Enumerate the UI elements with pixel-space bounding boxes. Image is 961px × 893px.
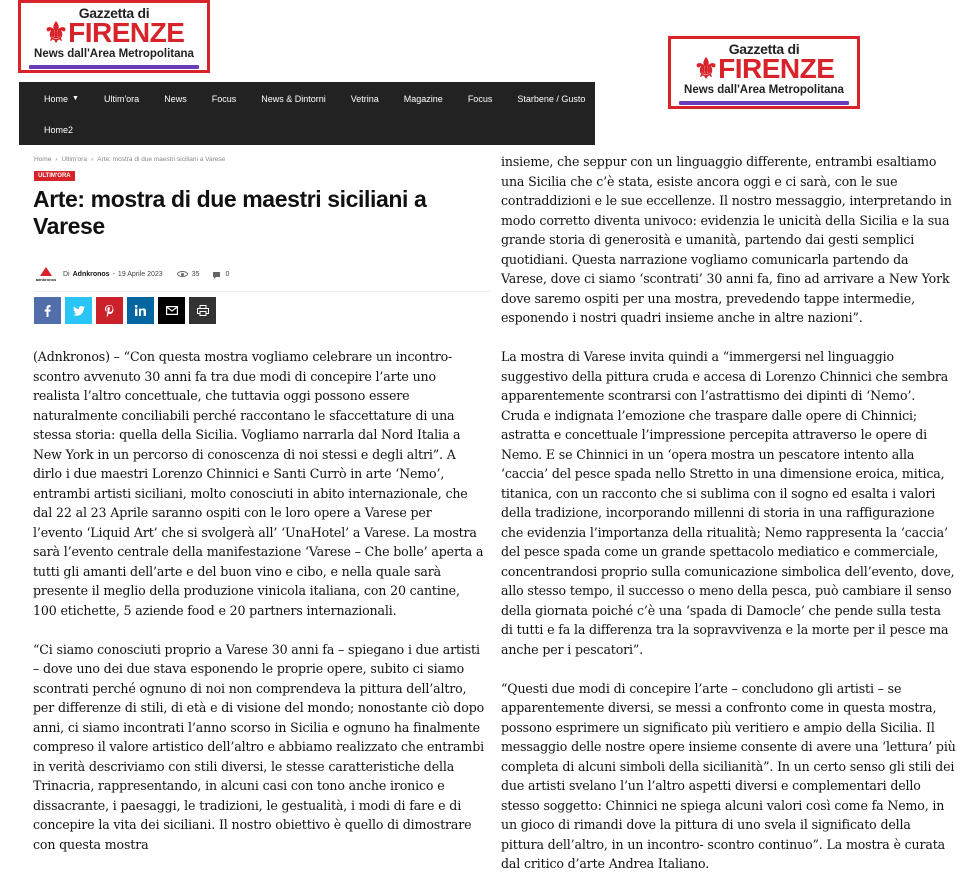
share-linkedin-button[interactable] [127,297,154,324]
site-logo[interactable] [18,0,210,73]
nav-item-news[interactable]: News [164,93,187,104]
linkedin-icon [135,305,146,316]
nav-item-focus-2[interactable]: Focus [467,93,493,104]
nav-item-home2[interactable]: Home2 [44,124,74,135]
print-icon [197,305,209,316]
facebook-icon [44,305,51,317]
share-facebook-button[interactable] [34,297,61,324]
chevron-down-icon: ▼ [72,95,79,102]
author-name[interactable]: Adnkronos [72,270,110,278]
florence-lily-icon: ⚜ [693,53,719,84]
author-avatar[interactable] [34,264,58,284]
breadcrumb [34,156,225,163]
nav-item-vetrina[interactable]: Vetrina [350,93,379,104]
nav-item-home[interactable]: Home ▼ [44,93,79,104]
site-logo-secondary[interactable] [668,36,860,109]
share-bar [34,297,216,324]
nav-item-ultimora[interactable]: Ultim'ora [103,93,140,104]
breadcrumb-separator: › [90,156,94,163]
nav-item-magazine[interactable]: Magazine [403,93,443,104]
logo-accent-bar [679,101,849,105]
logo-main-text: ⚜FIRENZE [693,53,835,84]
nav-row-primary [19,83,628,114]
pinterest-icon [105,305,114,317]
category-badge[interactable]: ULTIM'ORA [34,171,75,181]
article-paragraph: (Adnkronos) – “Con questa mostra vogliamo celebrare un incontro-scontro avvenuto 30 anni fa tra due modi di concepire l’arte uno realista l’altro concettuale, che tuttavia oggi possono essere naturalmente conciliabili perché raccontano le sfaccettature di una stessa storia: quella della Sicilia. Vogliamo narrarla dal Nord Italia a New York in un percorso di conoscenza di noi stessi e degli altri”. A dirlo i due maestri Lorenzo Chinnici e Santi Currò in arte ‘Nemo’, entrambi artisti siciliani, molto conosciuti in abito internazionale, che dal 22 al 23 Aprile saranno ospiti con le loro opere a Varese per l’evento ‘Liquid Art’ che si svolgerà all’ ‘UnaHotel’ a Varese. La mostra sarà l’evento centrale della manifestazione ‘Varese – Che bolle’ aperta a tutti gli amanti dell’arte e del buon vino e cibo, e nella quale sarà presente il meglio della produzione vinicola italiana, con 20 cantine, 100 etichette, 5 aziende food e 20 partners internazionali. [33,349,484,618]
share-twitter-button[interactable] [65,297,92,324]
nav-row-secondary [19,114,73,145]
share-email-button[interactable] [158,297,185,324]
article-paragraph: “Questi due modi di concepire l’arte – concludono gli artisti – se apparentemente diversi, se messi a confronto come in questa mostra, possono esprimere un significato più veritiero e ampio della Sicilia. Il messaggio delle nostre opere insieme consente di avere una ‘lettura’ più completa di alcuni simboli della sicilianità”. In un certo senso gli stili dei due artisti svelano l’un l’altro aspetti diversi e complementari dello stesso soggetto: Chinnici ne spiega alcuni valori così come fa Nemo, in un gioco di rimandi dove la pittura di uno svela il significato della pittura dell’altro, in un incontro- scontro continuo”. La mostra è curata dal critico d’arte Andrea Italiano. [501,680,956,871]
article-paragraph: “Ci siamo conosciuti proprio a Varese 30 anni fa – spiegano i due artisti – dove uno dei due stava esponendo le proprie opere, subito ci siamo scontrati perché ognuno di noi non comprendeva la pittura dell’altro, per differenze di stili, di età e di visione del mondo; nonostante ciò dopo anni, ci siamo incontrati l’anno scorso in Sicilia e ognuno ha finalmente compreso il valore artistico dell’altro e abbiamo realizzato che entrambi in verità descriviamo con stili diversi, le stesse caratteristiche della Trinacria, rappresentando, in alcuni casi con tono anche ironico e dissacrante, i paesaggi, le tradizioni, le gestualità, i modi di fare e di concepire la vita dei siciliani. Il nostro obiettivo è quello di dimostrare con questa mostra [33,641,485,852]
twitter-icon [73,306,85,316]
logo-subtitle: News dall'Area Metropolitana [34,48,194,60]
article-meta [34,264,229,284]
breadcrumb-separator: › [55,156,58,163]
breadcrumb-category[interactable]: Ultim'ora [61,156,87,163]
breadcrumb-current: Arte: mostra di due maestri siciliani a Varese [97,156,226,163]
logo-top-text: Gazzetta di [728,41,800,57]
nav-item-starbene-gusto[interactable]: Starbene / Gusto [517,93,586,104]
eye-icon [177,271,188,277]
author-prefix: Di [63,270,70,278]
breadcrumb-home[interactable]: Home [34,156,52,163]
nav-item-focus[interactable]: Focus [211,93,237,104]
florence-lily-icon: ⚜ [43,17,69,48]
nav-item-news-dintorni[interactable]: News & Dintorni [261,93,326,104]
divider [34,291,491,292]
logo-top-text: Gazzetta di [78,5,150,21]
author-logo-text: adnkronos [35,276,57,282]
email-icon [166,306,178,315]
meta-separator: - [112,270,115,278]
main-navigation [19,82,629,145]
article-paragraph: insieme, che seppur con un linguaggio differente, entrambi esaltiamo una Sicilia che c’è stata, esiste ancora oggi e ci sarà, con le sue contraddizioni e le sue eccellenze. Il nostro messaggio, interpretando in modo corretto diventa univoco: evidenzia le unicità della Sicilia e la sua grande storia di generosità e umanità, partendo dai gesti semplici quotidiani. Questa narrazione vogliamo comunicarla partendo da Varese, dove ci siamo ‘scontrati’ 30 anni fa, fino ad arrivare a New York dove saremo ospiti per una mostra, prevedendo tappe intermedie, esponendo i nostri quadri insieme anche in altre nazioni”. [501,154,952,325]
logo-main-text: ⚜FIRENZE [43,17,185,48]
share-print-button[interactable] [189,297,216,324]
logo-subtitle: News dall'Area Metropolitana [684,84,844,96]
article-body-right [501,152,956,893]
view-count: 35 [177,271,200,278]
article-title: Arte: mostra di due maestri siciliani a Varese [33,186,427,239]
article-paragraph: La mostra di Varese invita quindi a “immergersi nel linguaggio suggestivo della pittura cruda e accesa di Lorenzo Chinnici che sembra apparentemente scontrarsi con l’astrattismo dei dipinti di ‘Nemo’. Cruda e indignata l’emozione che traspare dalle opere di Chinnici; astratta e concettuale l’impressione percepita attraverso le opere di Nemo. E se Chinnici in un ‘opera mostra un pescatore intento alla ‘caccia’ del pesce spada nello Stretto in una dimensione eroica, mitica, titanica, con un racconto che si sublima con il sogno ed esalta i valori della tradizione, incorporando millenni di storia in una raffigurazione che evidenzia l’importanza della ritualità; Nemo rappresenta la ‘caccia’ del pesce spada come un grande spettacolo mediatico e commerciale, concentrandosi proprio sulla comunicazione simbolica dell’evento, dove, allo stesso tempo, il successo o meno della pesca, può cambiare il senso della giornata poiché c’è una ‘spada di Damocle’ che pende sulla testa di tutti e fa la differenza tra la sopravvivenza e la morte per il pesce ma anche per i pescatori”. [501,349,955,657]
logo-accent-bar [29,65,199,69]
comment-icon [213,272,220,277]
post-date: 19 Aprile 2023 [117,270,163,278]
comment-count[interactable]: 0 [213,271,229,278]
nav-item-anni[interactable]: Anni [610,93,629,104]
article-body-left [33,347,485,874]
share-pinterest-button[interactable] [96,297,123,324]
adnkronos-logo-icon [40,267,52,276]
